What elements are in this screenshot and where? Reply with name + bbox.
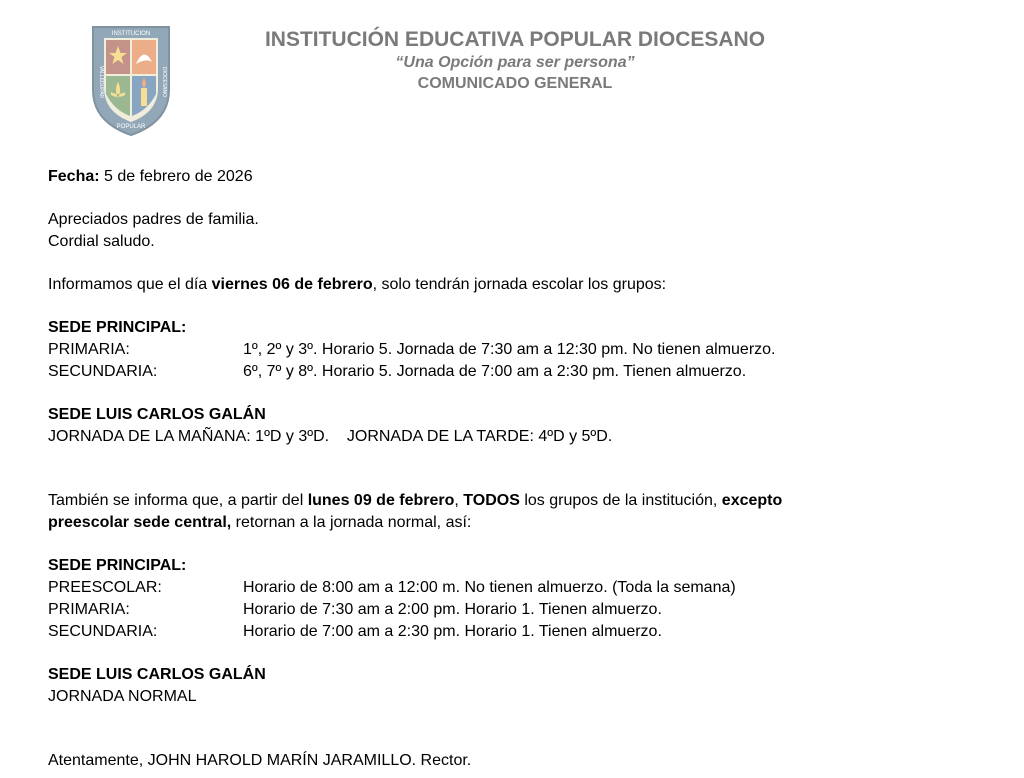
date-value: 5 de febrero de 2026 xyxy=(99,168,253,185)
document-body xyxy=(48,166,948,772)
friday-row-primaria xyxy=(48,339,948,361)
date-line xyxy=(48,166,948,188)
row-text: Horario de 7:00 am a 2:30 pm. Horario 1. Tienen almuerzo. xyxy=(243,623,662,640)
row-label: PREESCOLAR: xyxy=(48,579,162,596)
notice-bold-date: lunes 09 de febrero xyxy=(307,492,455,509)
notice-text-4: retornan a la jornada normal, así: xyxy=(231,514,472,531)
row-label: SECUNDARIA: xyxy=(48,363,158,380)
intro-text-after: , solo tendrán jornada escolar los grupos: xyxy=(372,276,667,293)
friday-sede-lcg-text: JORNADA DE LA MAÑANA: 1ºD y 3ºD. JORNADA DE LA TARDE: 4ºD y 5ºD. xyxy=(48,428,613,445)
monday-row-primaria xyxy=(48,599,948,621)
monday-sede-principal-label: SEDE PRINCIPAL: xyxy=(48,557,187,574)
row-label: PRIMARIA: xyxy=(48,341,130,358)
friday-sede-principal-title xyxy=(48,317,948,339)
monday-row-secundaria xyxy=(48,621,948,643)
document-type: COMUNICADO GENERAL xyxy=(417,75,613,92)
institution-name: INSTITUCIÓN EDUCATIVA POPULAR DIOCESANO xyxy=(264,28,766,51)
friday-sede-principal-label: SEDE PRINCIPAL: xyxy=(48,319,187,336)
friday-sede-lcg-label: SEDE LUIS CARLOS GALÁN xyxy=(48,406,266,423)
notice-line-2 xyxy=(48,512,948,534)
notice-line-1 xyxy=(48,490,948,512)
crest-top-text: INSTITUCION xyxy=(111,31,151,37)
institution-crest xyxy=(90,24,172,138)
crest-shield-icon xyxy=(90,24,172,138)
notice-text-2: , xyxy=(454,492,464,509)
intro-date-bold: viernes 06 de febrero xyxy=(211,276,373,293)
notice-text-3: los grupos de la institución, xyxy=(519,492,722,509)
intro-paragraph xyxy=(48,274,948,296)
row-label: PRIMARIA: xyxy=(48,601,130,618)
crest-bottom-text: POPULAR xyxy=(116,124,146,130)
row-text: 6º, 7º y 8º. Horario 5. Jornada de 7:00 am a 2:30 pm. Tienen almuerzo. xyxy=(243,363,747,380)
greeting-line-2: Cordial saludo. xyxy=(48,233,155,250)
notice-bold-excepto: excepto xyxy=(721,492,783,509)
intro-text-before: Informamos que el día xyxy=(48,276,212,293)
monday-sede-lcg-text: JORNADA NORMAL xyxy=(48,688,197,705)
signature-line: Atentamente, JOHN HAROLD MARÍN JARAMILLO. Rector. xyxy=(48,752,472,769)
document-header xyxy=(200,27,830,95)
crest-left-text: VALLEDUPAR xyxy=(98,65,104,99)
friday-row-secundaria xyxy=(48,361,948,383)
notice-bold-preescolar: preescolar sede central, xyxy=(48,514,232,531)
notice-text-1: También se informa que, a partir del xyxy=(48,492,308,509)
monday-sede-lcg-label: SEDE LUIS CARLOS GALÁN xyxy=(48,666,266,683)
monday-sede-principal-title xyxy=(48,555,948,577)
friday-sede-lcg-title xyxy=(48,404,948,426)
monday-row-preescolar xyxy=(48,577,948,599)
greeting-line-1: Apreciados padres de familia. xyxy=(48,211,259,228)
date-label: Fecha: xyxy=(48,168,100,185)
crest-right-text: DIOCESANO xyxy=(161,66,167,98)
row-label: SECUNDARIA: xyxy=(48,623,158,640)
row-text: Horario de 8:00 am a 12:00 m. No tienen almuerzo. (Toda la semana) xyxy=(243,579,736,596)
row-text: Horario de 7:30 am a 2:00 pm. Horario 1. Tienen almuerzo. xyxy=(243,601,662,618)
row-text: 1º, 2º y 3º. Horario 5. Jornada de 7:30 am a 12:30 pm. No tienen almuerzo. xyxy=(243,341,776,358)
monday-sede-lcg-title xyxy=(48,664,948,686)
notice-bold-todos: TODOS xyxy=(463,492,520,509)
institution-motto: “Una Opción para ser persona” xyxy=(395,54,635,71)
